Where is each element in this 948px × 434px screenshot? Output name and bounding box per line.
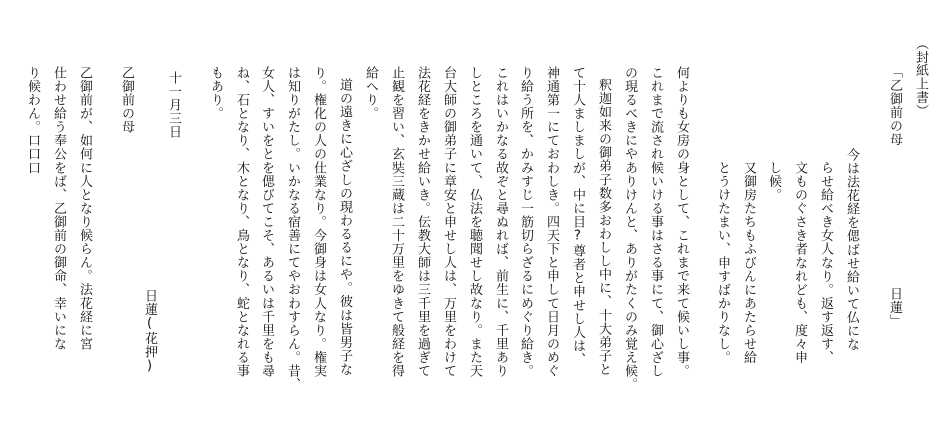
postscript-line: 文ものぐさき者なれども、度々申 [792,161,807,365]
recipient-label: 乙御前の母 [119,66,134,134]
body-line: 道の遠きに心ざしの現わるるにや。彼は皆男子な [337,78,352,377]
body-line: 法花経をきかせ給いき。伝教大師は三千里を過ぎて [415,66,430,378]
body-line: これはいかなる故ぞと尋ぬれば、前生に、千里あり [493,66,508,378]
body-line: の現るべきにやありけんと、ありがたくのみ覚え候。 [622,66,637,392]
body-line: 神通第一にておわしき。四天下と申して日月のめぐ [544,66,559,378]
body-line: 止観を習い、玄奘三蔵は二十万里をゆきて般経を得 [389,66,404,378]
closing-line: 乙御前が、如何に人となり候らん。法花経に宮 [77,66,92,351]
body-line: しところを通いて、仏法を聴聞せし故なり。また天 [467,66,482,378]
body-line: は知りがたし。いかなる宿善にてやおわすらん。昔、 [285,66,300,392]
envelope-addressee: 「乙御前の母 [887,65,902,147]
body-line: もあり。 [208,66,223,121]
letter-date: 十一月三日 [166,71,181,139]
body-line: 釈迦如来の御弟子数多おわしし中に、十大弟子と [596,78,611,377]
body-line: 何よりも女房の身として、これまで来て候いし事。 [674,66,689,378]
body-line: 女人、すいをとを偲びてこそ、あるいは千里をも尋 [259,66,274,378]
postscript-line: し候。 [766,161,781,202]
closing-line: り候わん。口口口 [25,66,40,175]
envelope-heading: （封紙上書） [913,37,928,118]
postscript-line: とうけたまい、申すばかりなし。 [715,161,730,365]
envelope-sender: 日蓮」 [887,287,902,328]
postscript-line: 今は法花経を偲ばせ給いて仏にな [844,148,859,352]
closing-line: 仕わせ給う奉公をば、乙御前の御命、幸いにな [51,66,66,351]
body-line: て十人ましましが、中に目?尊者と申せし人は、 [570,66,585,367]
body-line: り給う所を、かみすじ一筋切らざるにめぐり給き。 [518,66,533,378]
body-line: 給へり。 [363,66,378,121]
body-line: ね、石となり、木となり、鳥となり、蛇となれる事 [234,66,249,378]
letter-signature: 日蓮(花押) [142,289,157,375]
body-line: これまで流され候いける事はさる事にて、御心ざし [648,66,663,378]
body-line: 台大師の御弟子に章安と申せし人は、万里をわけて [441,66,456,378]
postscript-line: らせ給べき女人なり。返す返す、 [818,161,833,365]
body-line: り。権化の人の仕業なり。今御身は女人なり。権実 [311,66,326,378]
postscript-line: 又御房たちもふびんにあたらせ給 [741,161,756,365]
